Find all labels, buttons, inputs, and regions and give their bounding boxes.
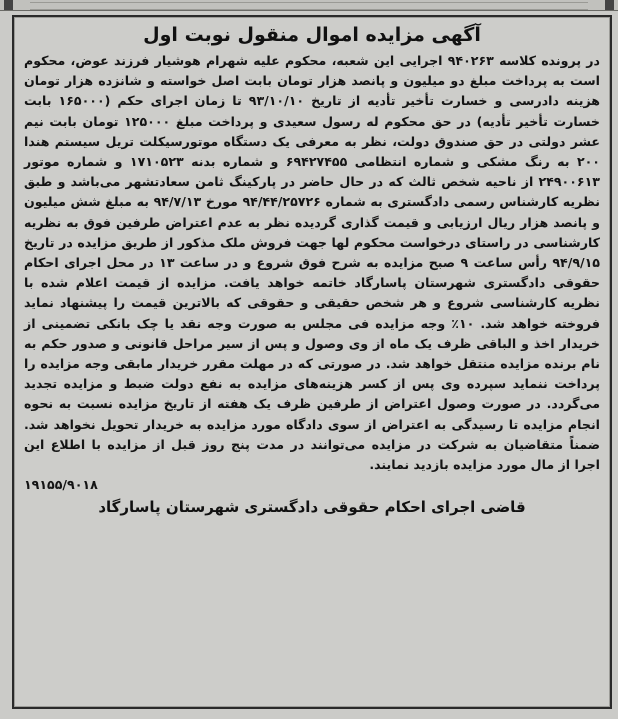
clipping-corner-mark [605, 0, 614, 10]
clipping-strip [30, 2, 588, 10]
notice-body-last-line: اجرا از مال مورد مزایده بازدید نمایند. [369, 457, 600, 473]
notice-body-text: در پرونده کلاسه ۹۴۰۲۶۳ اجرایی این شعبه، محکوم علیه شهرام هوشیار فرزند عوض، محکوم است به پرداخت مبلغ دو میلیون و پانصد هزار تومان بابت اصل خواسته و شانزده هزار تومان هزینه دادرسی و خسارت تأخیر تأدیه از تاریخ ۹۳/۱۰/۱۰ تا زمان اجرای حکم (۱۶۵۰۰۰ بابت خسارت تأخیر تأدیه) در حق محکوم له رسول سعیدی و پرداخت مبلغ ۱۲۵۰۰۰ تومان بابت نیم عشر دولتی در حق صندوق دولت، نظر به معرفی یک دستگاه موتورسیکلت تریل سیستم هندا ۲۰۰ به رنگ مشکی و شماره انتظامی ۶۹۴۲۷۴۵۵ و شماره بدنه ۱۷۱۰۵۲۳ و شماره موتور ۲۴۹۰۰۶۱۳ از ناحیه شخص ثالث که در حال حاضر در پارکینگ ثامن سعادتشهر می‌باشد و طبق نظریه کارشناس رسمی دادگستری به شماره ۹۴/۴۴/۲۵۷۲۶ مورخ ۹۴/۷/۱۳ به مبلغ شش میلیون و پانصد هزار ریال ارزیابی و قیمت گذاری گردیده نظر به عدم اعتراض طرفین فوق به نظریه کارشناسی در راستای درخواست محکوم لها جهت فروش ملک مذکور از طریق مزایده در تاریخ ۹۴/۹/۱۵ رأس ساعت ۹ صبح مزایده به شرح فوق شروع و در ساعت ۱۳ در محل اجرای احکام حقوقی دادگستری شهرستان پاسارگاد خاتمه خواهد یافت. مزایده از قیمت اعلام شده با نظریه کارشناسی شروع و هر شخص حقیقی و حقوقی که بالاترین قیمت را پیشنهاد نماید فروخته خواهد شد. ۱۰٪ وجه مزایده فی مجلس به صورت وجه نقد یا چک بانکی تضمینی از خریدار اخذ و الباقی ظرف یک ماه از وی وصول و پس از سیر مراحل قانونی و صدور حکم به نام برنده مزایده منتقل خواهد شد. در صورتی که در مهلت مقرر خریدار مابقی وجه مزایده را پرداخت ننماید سپرده وی پس از کسر هزینه‌های مزایده به نفع دولت ضبط و مزایده تجدید می‌گردد. در صورت وصول اعتراض از طرفین ظرف یک هفته از تاریخ مزایده نسبت به نحوه انجام مزایده تا رسیدگی به اعتراض از سوی دادگاه مورد مزایده به خریدار تحویل نخواهد شد. ضمناً متقاضیان به شرکت در مزایده می‌توانند در مدت پنج روز قبل از مزایده با اطلاع این [24, 53, 601, 452]
clipping-top-edge [0, 0, 618, 11]
notice-frame [12, 15, 612, 709]
clipping-corner-mark [4, 0, 13, 10]
notice-body [24, 51, 600, 475]
notice-title: آگهی مزایده اموال منقول نوبت اول [143, 24, 481, 46]
signature-line: قاضی اجرای احکام حقوقی دادگستری شهرستان پاسارگاد [98, 498, 526, 517]
reference-number: ۱۹۱۵۵/۹۰۱۸ [24, 477, 98, 493]
